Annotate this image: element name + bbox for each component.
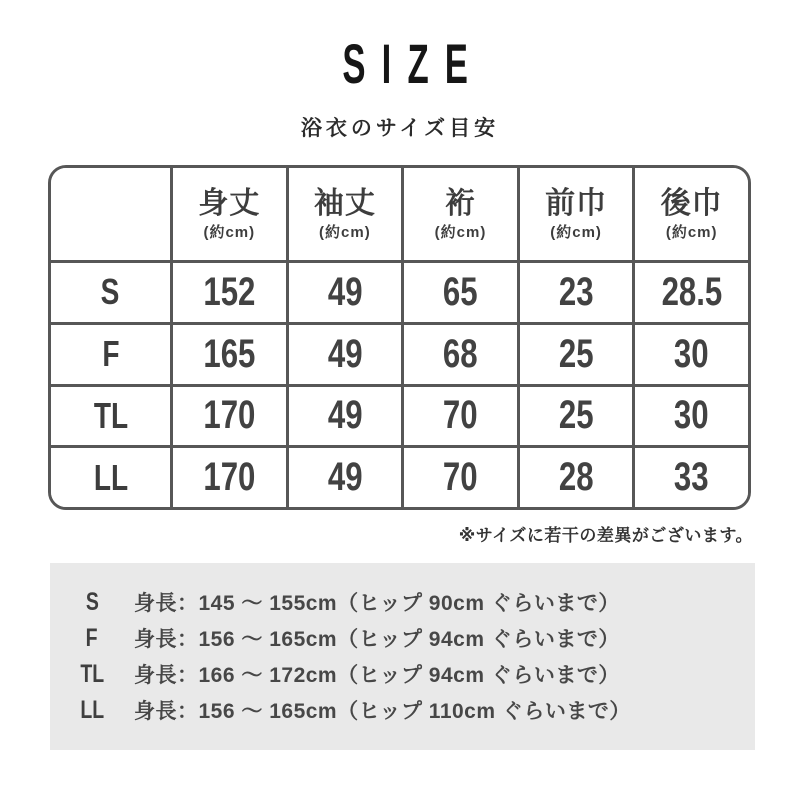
guide-size-label: LL (80, 695, 104, 724)
size-value: 25 (558, 393, 594, 438)
size-label-cell (51, 384, 170, 446)
guide-row (50, 584, 755, 620)
guide-size-cell (50, 624, 134, 653)
size-value: 65 (443, 269, 478, 314)
column-unit: (約cm) (434, 223, 487, 241)
size-value-cell (170, 260, 286, 322)
table-corner-cell (51, 168, 170, 260)
size-value-cell (401, 322, 517, 384)
guide-text: 身長：145 ～ 155cm（ヒップ 90cm ぐらいまで） (134, 592, 620, 615)
guide-size-cell (50, 696, 134, 725)
size-value: 70 (443, 455, 478, 500)
page-subtitle: 浴衣のサイズ目安 (300, 117, 500, 140)
size-value: 30 (674, 393, 710, 438)
size-value-cell (286, 322, 402, 384)
size-value-cell (517, 384, 633, 446)
size-value-cell (632, 322, 748, 384)
size-value: 33 (674, 455, 710, 500)
column-unit: (約cm) (319, 223, 371, 241)
column-header (286, 168, 402, 260)
column-header (170, 168, 286, 260)
size-value: 68 (443, 331, 478, 376)
page-title (0, 32, 800, 95)
guide-size-cell (50, 588, 134, 617)
column-name: 裄 (444, 186, 476, 220)
size-value: 165 (203, 331, 256, 376)
page-title-text: SIZE (342, 32, 484, 95)
column-unit: (約cm) (665, 223, 718, 241)
guide-row (50, 656, 755, 692)
column-header (632, 168, 748, 260)
column-name: 後巾 (660, 186, 723, 220)
size-value-cell (517, 260, 633, 322)
size-label: LL (93, 456, 128, 498)
column-name: 身丈 (198, 186, 261, 220)
guide-text: 身長：166 ～ 172cm（ヒップ 94cm ぐらいまで） (134, 664, 620, 687)
size-value-cell (286, 260, 402, 322)
size-value: 28.5 (661, 269, 723, 314)
guide-size-label: TL (80, 659, 104, 688)
guide-size-label: F (86, 623, 98, 652)
column-name: 袖丈 (313, 186, 376, 220)
size-value: 170 (203, 455, 256, 500)
size-value: 49 (327, 393, 363, 438)
size-label: F (101, 333, 120, 375)
size-value-cell (517, 322, 633, 384)
size-value-cell (632, 445, 748, 507)
size-value: 152 (203, 269, 256, 314)
size-value-cell (286, 445, 402, 507)
size-value-cell (170, 384, 286, 446)
height-guide (50, 563, 755, 750)
size-value: 23 (558, 269, 594, 314)
size-value: 30 (674, 331, 710, 376)
size-value-cell (632, 260, 748, 322)
size-value-cell (170, 322, 286, 384)
size-value-cell (170, 445, 286, 507)
size-value: 28 (558, 455, 594, 500)
size-label-cell (51, 260, 170, 322)
column-name: 前巾 (545, 186, 608, 220)
size-value-cell (632, 384, 748, 446)
guide-row (50, 692, 755, 728)
size-value-cell (286, 384, 402, 446)
column-header (401, 168, 517, 260)
size-value: 170 (203, 393, 256, 438)
column-unit: (約cm) (203, 223, 256, 241)
size-value: 70 (443, 393, 478, 438)
size-label-cell (51, 322, 170, 384)
size-value: 49 (327, 269, 363, 314)
guide-size-cell (50, 660, 134, 689)
guide-text: 身長：156 ～ 165cm（ヒップ 94cm ぐらいまで） (134, 628, 620, 651)
size-value-cell (401, 445, 517, 507)
size-value-cell (401, 260, 517, 322)
size-value: 49 (327, 455, 363, 500)
column-header (517, 168, 633, 260)
size-label: S (101, 271, 120, 313)
size-label-cell (51, 445, 170, 507)
size-table (48, 165, 751, 510)
size-note: ※サイズに若干の差異がございます。 (458, 526, 753, 545)
size-value: 49 (327, 331, 363, 376)
size-value-cell (401, 384, 517, 446)
size-label: TL (93, 394, 128, 436)
size-value: 25 (558, 331, 594, 376)
column-unit: (約cm) (550, 223, 602, 241)
size-value-cell (517, 445, 633, 507)
guide-text: 身長：156 ～ 165cm（ヒップ 110cm ぐらいまで） (134, 700, 631, 723)
guide-size-label: S (85, 587, 99, 616)
guide-row (50, 620, 755, 656)
